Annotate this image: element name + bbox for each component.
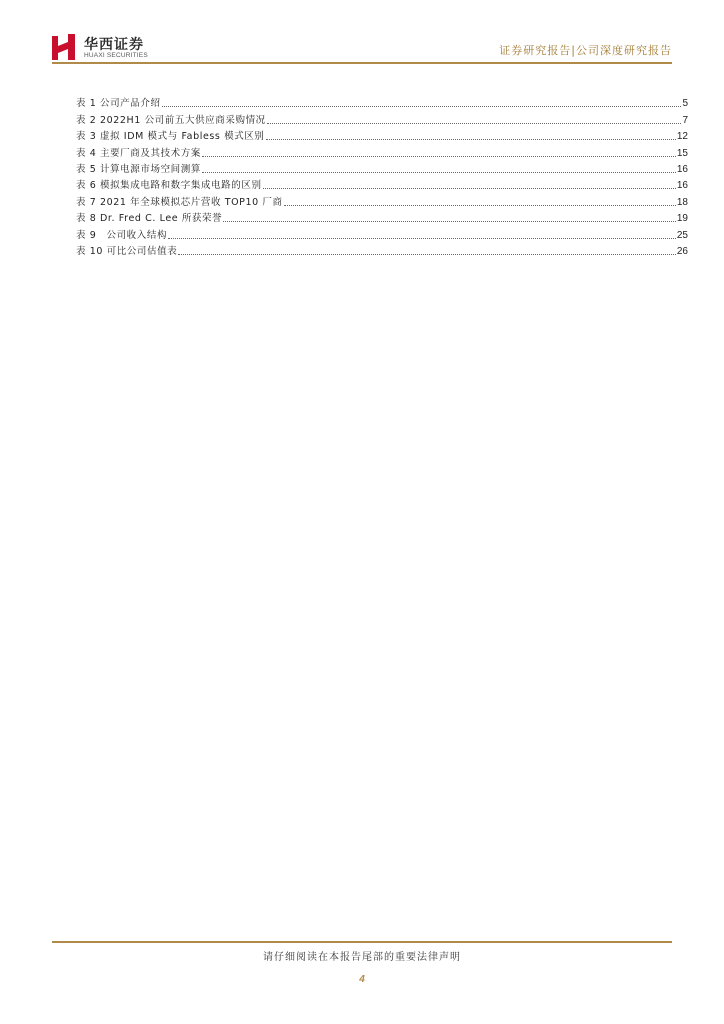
toc-row-label: 表 6 模拟集成电路和数字集成电路的区别 (76, 180, 262, 192)
toc-row-page: 15 (676, 147, 688, 159)
toc-row-label: 表 7 2021 年全球模拟芯片营收 TOP10 厂商 (76, 196, 283, 208)
report-type-label: 证券研究报告|公司深度研究报告 (499, 44, 672, 57)
toc-row-page: 16 (676, 180, 688, 192)
huaxi-logo-icon (52, 34, 76, 60)
table-of-tables (76, 94, 688, 258)
toc-leader-dots (263, 188, 676, 189)
toc-row-label: 表 3 虚拟 IDM 模式与 Fabless 模式区别 (76, 131, 265, 143)
toc-row[interactable] (76, 242, 688, 258)
toc-row-page: 16 (676, 163, 688, 175)
toc-row[interactable] (76, 127, 688, 143)
toc-leader-dots (202, 172, 676, 173)
toc-row-label: 表 2 2022H1 公司前五大供应商采购情况 (76, 114, 266, 126)
toc-leader-dots (266, 139, 676, 140)
toc-row-label: 表 1 公司产品介绍 (76, 98, 161, 110)
toc-row-label: 表 10 可比公司估值表 (76, 245, 178, 257)
logo-english-name: HUAXI SECURITIES (84, 52, 148, 59)
page-number: 4 (359, 974, 365, 985)
toc-row-page: 5 (682, 98, 688, 110)
toc-row[interactable] (76, 143, 688, 159)
toc-row-page: 12 (676, 131, 688, 143)
toc-row-label: 表 5 计算电源市场空间测算 (76, 163, 201, 175)
toc-row[interactable] (76, 110, 688, 126)
toc-row-label: 表 9 公司收入结构 (76, 229, 168, 241)
legal-notice: 请仔细阅读在本报告尾部的重要法律声明 (263, 952, 461, 963)
toc-row-label: 表 8 Dr. Fred C. Lee 所获荣誉 (76, 213, 223, 225)
page-header (0, 0, 724, 70)
toc-leader-dots (162, 106, 682, 107)
header-divider (52, 62, 672, 64)
toc-leader-dots (202, 156, 676, 157)
logo-chinese-name: 华西证券 (84, 37, 144, 53)
toc-row[interactable] (76, 176, 688, 192)
toc-row[interactable] (76, 209, 688, 225)
toc-row[interactable] (76, 225, 688, 241)
footer-divider (52, 941, 672, 943)
toc-row-page: 19 (676, 213, 688, 225)
toc-leader-dots (223, 221, 676, 222)
toc-leader-dots (284, 205, 676, 206)
toc-row-label: 表 4 主要厂商及其技术方案 (76, 147, 201, 159)
toc-row-page: 18 (676, 196, 688, 208)
toc-row-page: 25 (676, 229, 688, 241)
toc-row[interactable] (76, 94, 688, 110)
toc-leader-dots (178, 254, 676, 255)
toc-row[interactable] (76, 160, 688, 176)
toc-row-page: 7 (682, 114, 688, 126)
toc-leader-dots (267, 123, 682, 124)
toc-row-page: 26 (676, 245, 688, 257)
toc-row[interactable] (76, 192, 688, 208)
toc-leader-dots (168, 238, 676, 239)
